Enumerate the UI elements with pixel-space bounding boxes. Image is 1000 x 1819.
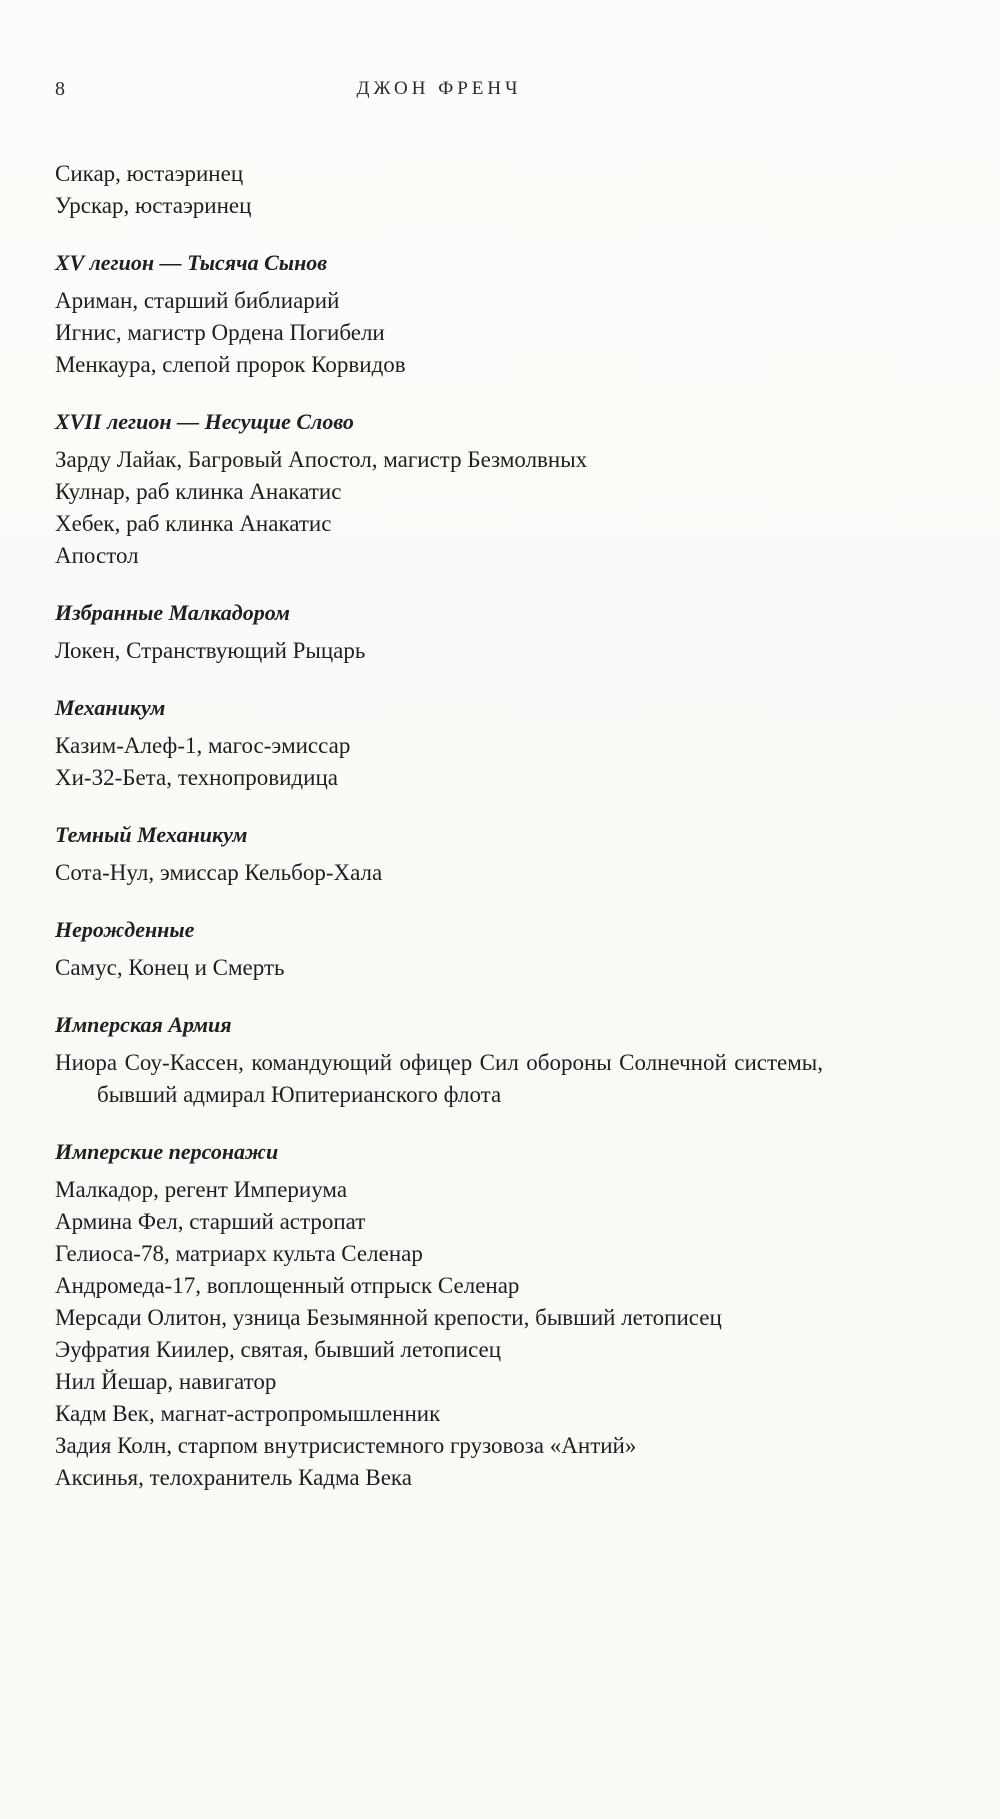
cast-section (55, 914, 823, 984)
cast-entry: Хи-32-Бета, технопровидица (55, 765, 338, 790)
section-heading: XV легион — Тысяча Сынов (55, 250, 328, 275)
cast-entry: Локен, Странствующий Рыцарь (55, 638, 366, 663)
cast-entry: Андромеда-17, воплощенный отпрыск Селенар (55, 1273, 520, 1298)
cast-entry: Мерсади Олитон, узница Безымянной крепости, бывший летописец (55, 1305, 722, 1330)
cast-entry: Хебек, раб клинка Анакатис (55, 511, 332, 536)
section-heading: XVII легион — Несущие Слово (55, 409, 354, 434)
cast-entry: Кулнар, раб клинка Анакатис (55, 479, 342, 504)
cast-entry: Менкаура, слепой пророк Корвидов (55, 352, 406, 377)
cast-section (55, 247, 823, 381)
section-heading: Механикум (55, 695, 166, 720)
section-heading: Темный Механикум (55, 822, 248, 847)
cast-entry: Сота-Нул, эмиссар Кельбор-Хала (55, 860, 383, 885)
cast-entry: Казим-Алеф-1, магос-эмиссар (55, 733, 351, 758)
section-heading: Имперская Армия (55, 1012, 232, 1037)
cast-entry: Зарду Лайак, Багровый Апостол, магистр Безмолвных (55, 447, 588, 472)
cast-section (55, 692, 823, 794)
running-header-title: ДЖОН ФРЕНЧ (356, 78, 522, 99)
page-header (55, 0, 823, 110)
cast-entry: Апостол (55, 543, 139, 568)
cast-section (55, 158, 823, 222)
cast-entry: Армина Фел, старший астропат (55, 1209, 366, 1234)
cast-entry: Ниора Соу-Кассен, командующий офицер Сил обороны Солнечной системы, бывший адмирал Юпитерианского флота (55, 1050, 823, 1107)
section-heading: Имперские персонажи (55, 1139, 279, 1164)
section-heading: Нерожденные (55, 917, 195, 942)
cast-section (55, 597, 823, 667)
cast-entry: Аксинья, телохранитель Кадма Века (55, 1465, 412, 1490)
cast-section (55, 406, 823, 572)
section-heading: Избранные Малкадором (55, 600, 290, 625)
cast-section (55, 819, 823, 889)
page-number: 8 (55, 78, 65, 100)
cast-entry: Малкадор, регент Империума (55, 1177, 348, 1202)
cast-entry: Гелиоса-78, матриарх культа Селенар (55, 1241, 423, 1266)
cast-entry: Ариман, старший библиарий (55, 288, 340, 313)
cast-entry: Кадм Век, магнат-астропромышленник (55, 1401, 441, 1426)
cast-list (55, 158, 823, 1494)
text-column (55, 0, 823, 1494)
cast-entry: Игнис, магистр Ордена Погибели (55, 320, 385, 345)
cast-entry: Самус, Конец и Смерть (55, 955, 285, 980)
cast-entry: Нил Йешар, навигатор (55, 1369, 277, 1394)
cast-section (55, 1009, 823, 1111)
cast-entry: Сикар, юстаэринец (55, 161, 244, 186)
cast-entry: Задия Колн, старпом внутрисистемного грузовоза «Антий» (55, 1433, 637, 1458)
cast-entry: Эуфратия Киилер, святая, бывший летописец (55, 1337, 502, 1362)
cast-entry: Урскар, юстаэринец (55, 193, 252, 218)
cast-section (55, 1136, 823, 1494)
